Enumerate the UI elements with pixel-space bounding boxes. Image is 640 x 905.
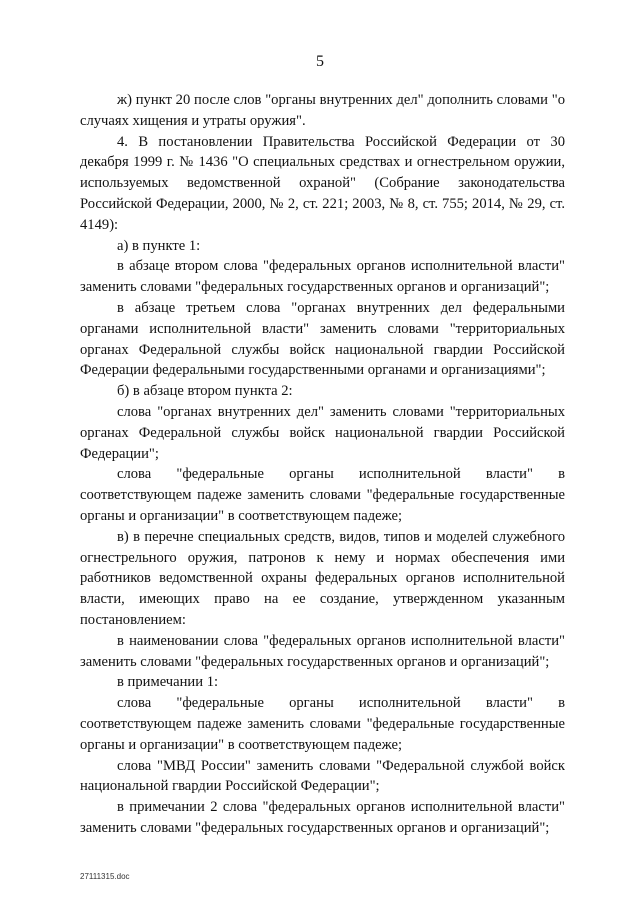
paragraph-words-federal-bodies: слова "федеральные органы исполнительной власти" в соответствующем падеже заменить словами "федеральные государственные органы и организации" в соответствующем падеже;: [80, 466, 565, 524]
paragraph-v-list: в) в перечне специальных средств, видов, типов и моделей служебного огнестрельного оружия, патронов к нему и нормах обеспечения ими работников ведомственной охраны федеральных органов исполнительной власти, имеющих право на ее создание, утвержденном указанным постановлением:: [80, 528, 565, 628]
paragraph-mvd-words: слова "МВД России" заменить словами "Федеральной службой войск национальной гвардии Российской Федерации";: [80, 757, 565, 795]
paragraph-note-1: в примечании 1:: [117, 674, 219, 691]
paragraph-a-item-1: а) в пункте 1:: [117, 237, 201, 254]
paragraph-abzats-third: в абзаце третьем слова "органах внутренних дел федеральными органами исполнительной власти" заменить словами "территориальных органах Федеральной службы войск национальной гвардии Российской Федерации федеральными государственными органами и организациями";: [80, 299, 565, 379]
paragraph-note-1-words: слова "федеральные органы исполнительной власти" в соответствующем падеже заменить словами "федеральные государственные органы и организации" в соответствующем падеже;: [80, 695, 565, 753]
paragraph-abzats-second: в абзаце втором слова "федеральных органов исполнительной власти" заменить словами "федеральных государственных органов и организаций";: [80, 258, 565, 296]
paragraph-note-2: в примечании 2 слова "федеральных органов исполнительной власти" заменить словами "федеральных государственных органов и организаций";: [80, 799, 565, 836]
paragraph-title-change: в наименовании слова "федеральных органов исполнительной власти" заменить словами "федеральных государственных органов и организаций";: [80, 632, 565, 670]
document-body: [80, 90, 565, 839]
page-number: 5: [316, 53, 324, 70]
paragraph-words-internal-affairs: слова "органах внутренних дел" заменить словами "территориальных органах Федеральной службы войск национальной гвардии Российской Федерации";: [80, 403, 565, 462]
paragraph-section-4: 4. В постановлении Правительства Российской Федерации от 30 декабря 1999 г. № 1436 "О специальных средствах и огнестрельном оружии, используемых ведомственной охраной" (Собрание законодательства Российской Федерации, 2000, № 2, ст. 221; 2003, № 8, ст. 755; 2014, № 29, ст. 4149):: [80, 133, 565, 233]
document-filename: 27111315.doc: [80, 872, 130, 881]
paragraph-b-item-2: б) в абзаце втором пункта 2:: [117, 383, 293, 400]
paragraph-zh-item-20: ж) пункт 20 после слов "органы внутренних дел" дополнить словами "о случаях хищения и утраты оружия".: [80, 92, 565, 129]
